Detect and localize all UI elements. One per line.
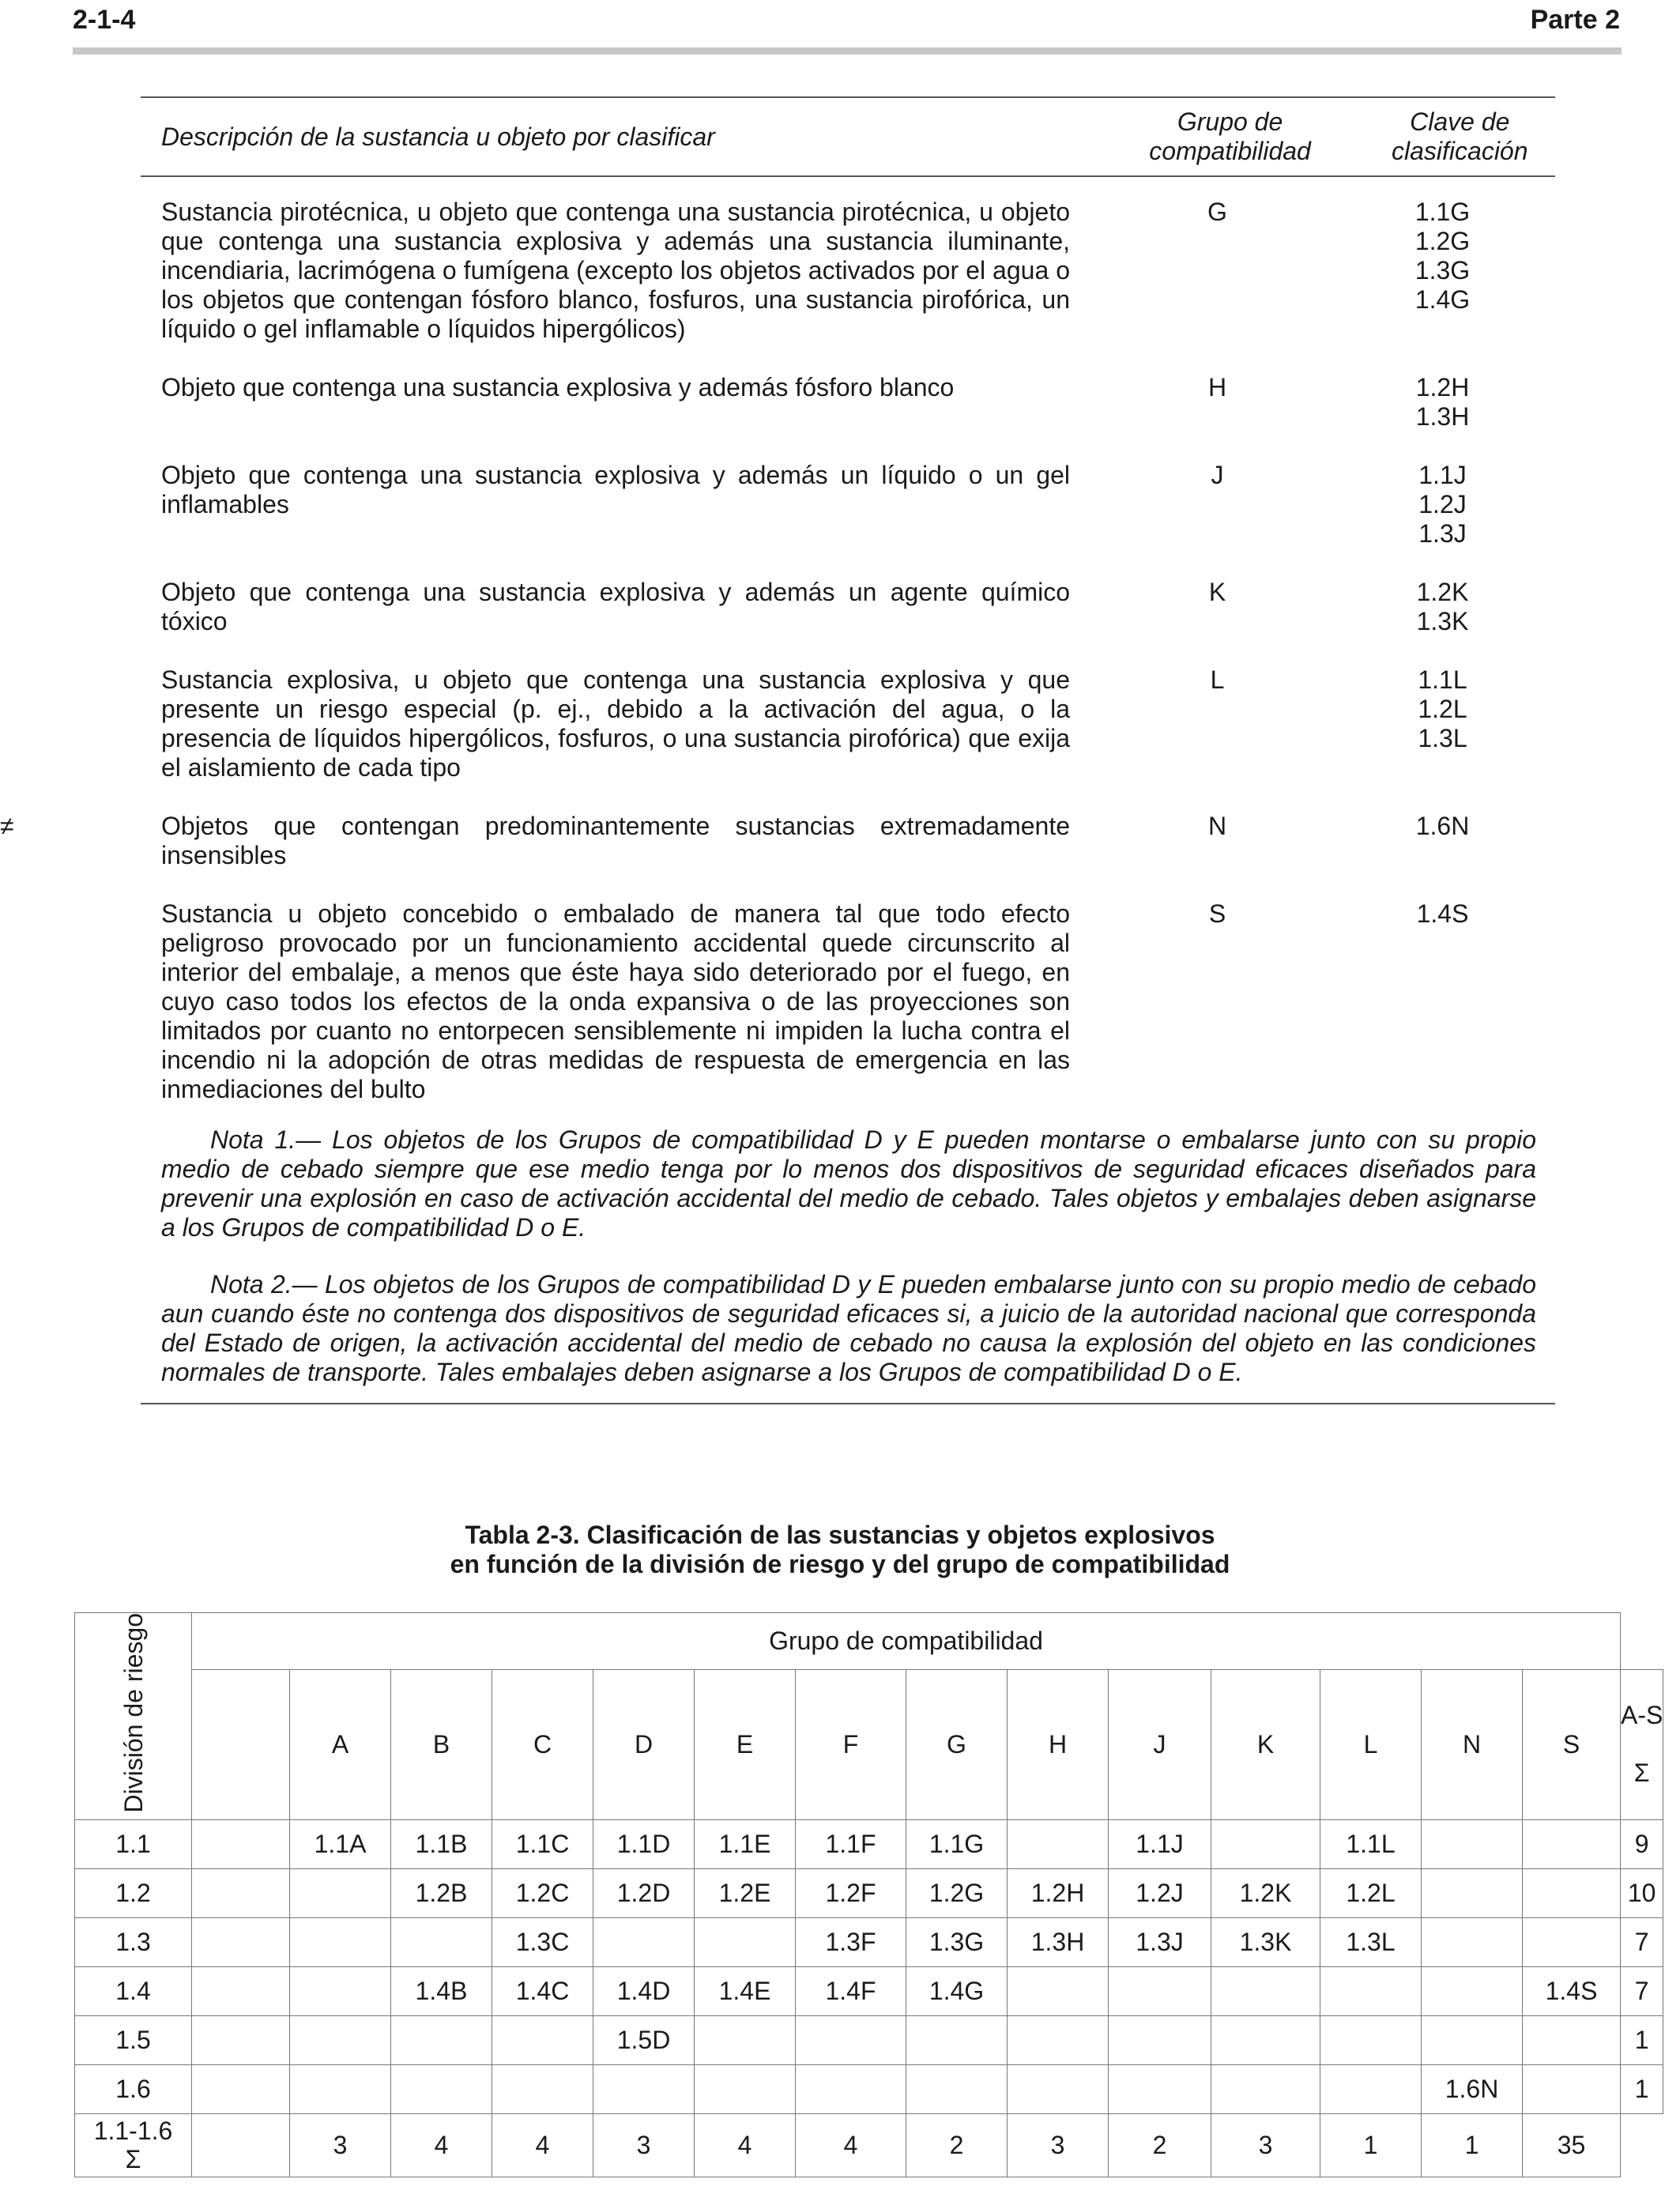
header-rule — [73, 47, 1622, 55]
matrix-cell: 1.4S — [1523, 1966, 1621, 2015]
column-total: 3 — [593, 2113, 695, 2177]
column-header-c: C — [492, 1670, 593, 1819]
row-total: 9 — [1621, 1819, 1663, 1868]
part-label: Parte 2 — [1530, 5, 1620, 35]
matrix-cell: 1.1F — [796, 1819, 906, 1868]
matrix-cell: 1.4C — [492, 1966, 593, 2015]
matrix-cell — [1422, 2015, 1523, 2064]
matrix-cell: 1.1A — [290, 1819, 391, 1868]
matrix-cell — [192, 2064, 290, 2113]
group-header: Grupo de compatibilidad — [192, 1613, 1621, 1670]
division-cell: 1.4 — [75, 1966, 192, 2015]
matrix-row — [75, 1819, 1663, 1868]
matrix-cell: 1.4G — [906, 1966, 1008, 2015]
row-codes: 1.1J 1.2J 1.3J — [1418, 461, 1467, 548]
matrix-cell — [192, 2113, 290, 2177]
matrix-cell — [290, 1917, 391, 1966]
column-total: 4 — [391, 2113, 492, 2177]
column-total: 3 — [290, 2113, 391, 2177]
matrix-cell — [906, 2064, 1008, 2113]
blank-header-cell — [192, 1670, 290, 1819]
page-number: 2-1-4 — [73, 5, 136, 35]
matrix-row — [75, 1966, 1663, 2015]
column-header-h: H — [1008, 1670, 1109, 1819]
matrix-cell: 1.3J — [1109, 1917, 1211, 1966]
matrix-cell — [1523, 1868, 1621, 1917]
matrix-cell — [391, 1917, 492, 1966]
matrix-cell: 1.1L — [1320, 1819, 1422, 1868]
matrix-cell: 1.1D — [593, 1819, 695, 1868]
matrix-cell — [1211, 2015, 1320, 2064]
matrix-cell — [492, 2064, 593, 2113]
matrix-cell: 1.5D — [593, 2015, 695, 2064]
group-header: Grupo de compatibilidad — [1149, 107, 1311, 165]
matrix-cell — [1320, 1966, 1422, 2015]
grand-total: 35 — [1523, 2113, 1621, 2177]
row-codes: 1.6N — [1415, 812, 1470, 840]
row-description: ≠ Objetos que contengan predominantemente sustancias extremadamente insensibles — [0, 812, 1070, 869]
matrix-row — [75, 2064, 1663, 2113]
column-header-e: E — [695, 1670, 796, 1819]
table-row — [141, 373, 1555, 432]
matrix-row — [75, 2015, 1663, 2064]
table-title: Tabla 2-3. Clasificación de las sustancias y objetos explosivos en función de la división de riesgo y del grupo de compatibilidad — [450, 1521, 1230, 1578]
matrix-cell — [391, 2015, 492, 2064]
matrix-cell — [1008, 2064, 1109, 2113]
matrix-cell: 1.1J — [1109, 1819, 1211, 1868]
matrix-cell: 1.1C — [492, 1819, 593, 1868]
matrix-cell: 1.2B — [391, 1868, 492, 1917]
matrix-cell — [1008, 1819, 1109, 1868]
matrix-cell: 1.2E — [695, 1868, 796, 1917]
row-total: 1 — [1621, 2015, 1663, 2064]
row-group: S — [1208, 899, 1226, 928]
matrix-cell — [1422, 1819, 1523, 1868]
column-total: 4 — [492, 2113, 593, 2177]
matrix-cell — [796, 2015, 906, 2064]
column-header-s: S — [1523, 1670, 1621, 1819]
row-group: G — [1207, 198, 1227, 226]
matrix-cell: 1.2L — [1320, 1868, 1422, 1917]
amendment-mark: ≠ — [0, 812, 14, 840]
matrix-cell: 1.2G — [906, 1868, 1008, 1917]
matrix-cell: 1.2C — [492, 1868, 593, 1917]
column-header-l: L — [1320, 1670, 1422, 1819]
description-header: Descripción de la sustancia u objeto por clasificar — [161, 122, 715, 151]
matrix-cell — [1211, 2064, 1320, 2113]
matrix-cell — [1523, 1819, 1621, 1868]
table-row — [141, 461, 1555, 548]
row-description: Sustancia explosiva, u objeto que contenga una sustancia explosiva y que presente un riesgo especial (p. ej., debido a la activación del agua, o la presencia de líquidos hipergólicos, fosfuros, o una sustancia pirofórica) que exija el aislamiento de cada tipo — [161, 665, 1070, 782]
matrix-cell — [695, 2015, 796, 2064]
matrix-cell: 1.3K — [1211, 1917, 1320, 1966]
column-total: 1 — [1320, 2113, 1422, 2177]
compatibility-group-table — [0, 96, 1555, 1404]
matrix-cell: 1.3L — [1320, 1917, 1422, 1966]
column-total: 4 — [695, 2113, 796, 2177]
column-header-n: N — [1422, 1670, 1523, 1819]
row-description: Objeto que contenga una sustancia explosiva y además fósforo blanco — [161, 373, 955, 401]
matrix-cell: 1.3F — [796, 1917, 906, 1966]
row-total: 1 — [1621, 2064, 1663, 2113]
column-total: 1 — [1422, 2113, 1523, 2177]
matrix-cell: 1.3G — [906, 1917, 1008, 1966]
matrix-cell — [1008, 2015, 1109, 2064]
column-total: 2 — [1109, 2113, 1211, 2177]
matrix-cell: 1.1B — [391, 1819, 492, 1868]
matrix-cell: 1.1G — [906, 1819, 1008, 1868]
table-row — [141, 578, 1555, 636]
row-group: K — [1208, 578, 1226, 606]
row-description: Objeto que contenga una sustancia explosiva y además un líquido o un gel inflamables — [161, 461, 1070, 518]
division-cell: 1.3 — [75, 1917, 192, 1966]
matrix-cell — [492, 2015, 593, 2064]
row-group: L — [1210, 665, 1225, 694]
matrix-cell: 1.4F — [796, 1966, 906, 2015]
matrix-cell — [1211, 1966, 1320, 2015]
matrix-cell: 1.6N — [1422, 2064, 1523, 2113]
matrix-cell — [192, 1868, 290, 1917]
matrix-cell — [1109, 1966, 1211, 2015]
matrix-cell: 1.2K — [1211, 1868, 1320, 1917]
matrix-cell — [192, 1966, 290, 2015]
column-header-a: A — [290, 1670, 391, 1819]
matrix-cell — [1320, 2015, 1422, 2064]
column-total: 3 — [1211, 2113, 1320, 2177]
matrix-cell: 1.2F — [796, 1868, 906, 1917]
matrix-cell: 1.2J — [1109, 1868, 1211, 1917]
table-row — [141, 899, 1555, 1104]
row-total: 7 — [1621, 1917, 1663, 1966]
matrix-cell — [391, 2064, 492, 2113]
matrix-cell — [695, 1917, 796, 1966]
matrix-cell — [192, 1917, 290, 1966]
row-group: J — [1211, 461, 1224, 489]
matrix-cell: 1.4B — [391, 1966, 492, 2015]
column-header-g: G — [906, 1670, 1008, 1819]
note-2: Nota 2.— Los objetos de los Grupos de compatibilidad D y E pueden embalarse junto con su propio medio de cebado aun cuando éste no contenga dos dispositivos de seguridad eficaces si, a juicio de la autoridad nacional que corresponda del Estado de origen, la activación accidental del medio de cebado no causa la explosión del objeto en las condiciones normales de transporte. Tales embalajes deben asignarse a los Grupos de compatibilidad D o E. — [161, 1270, 1536, 1386]
division-cell: 1.1 — [75, 1819, 192, 1868]
row-codes: 1.4S — [1416, 899, 1469, 928]
matrix-cell — [1422, 1966, 1523, 2015]
matrix-cell — [290, 1868, 391, 1917]
matrix-cell — [1523, 2064, 1621, 2113]
column-header-d: D — [593, 1670, 695, 1819]
matrix-cell — [593, 1917, 695, 1966]
notes — [141, 1125, 1555, 1387]
matrix-cell — [695, 2064, 796, 2113]
column-header-f: F — [796, 1670, 906, 1819]
matrix-row — [75, 1917, 1663, 1966]
row-description: Objeto que contenga una sustancia explosiva y además un agente químico tóxico — [161, 578, 1070, 635]
division-cell: 1.6 — [75, 2064, 192, 2113]
row-total: 7 — [1621, 1966, 1663, 2015]
matrix-cell — [1109, 2015, 1211, 2064]
note-1: Nota 1.— Los objetos de los Grupos de compatibilidad D y E pueden montarse o embalarse junto con su propio medio de cebado siempre que ese medio tenga por lo menos dos dispositivos de seguridad eficaces diseñados para prevenir una explosión en caso de activación accidental del medio de cebado. Tales objetos y embalajes deben asignarse a los Grupos de compatibilidad D o E. — [161, 1125, 1536, 1242]
matrix-cell — [1008, 1966, 1109, 2015]
matrix-cell — [1523, 1917, 1621, 1966]
totals-row — [75, 2113, 1663, 2177]
row-group: H — [1207, 373, 1227, 401]
classification-matrix — [74, 1612, 1663, 2177]
table-row — [141, 665, 1555, 782]
total-column-header: A-S Σ — [1621, 1670, 1663, 1819]
matrix-cell: 1.4D — [593, 1966, 695, 2015]
division-cell: 1.5 — [75, 2015, 192, 2064]
matrix-cell — [1211, 1819, 1320, 1868]
matrix-cell — [1109, 2064, 1211, 2113]
division-header: División de riesgo — [75, 1613, 192, 1820]
matrix-cell: 1.3C — [492, 1917, 593, 1966]
matrix-cell: 1.2D — [593, 1868, 695, 1917]
matrix-cell: 1.2H — [1008, 1868, 1109, 1917]
row-description: Sustancia u objeto concebido o embalado de manera tal que todo efecto peligroso provocado por un funcionamiento accidental quede circunscrito al interior del embalaje, a menos que éste haya sido deteriorado por el fuego, en cuyo caso todos los efectos de la onda expansiva o de las proyecciones son limitados por cuanto no entorpecen sensiblemente ni impiden la lucha contra el incendio ni la adopción de otras medidas de respuesta de emergencia en las inmediaciones del bulto — [161, 899, 1070, 1103]
table-row — [141, 198, 1555, 344]
table-header — [141, 98, 1555, 177]
matrix-cell: 1.3H — [1008, 1917, 1109, 1966]
row-codes: 1.1G 1.2G 1.3G 1.4G — [1414, 198, 1471, 314]
matrix-cell — [290, 1966, 391, 2015]
row-group: N — [1207, 812, 1227, 840]
matrix-cell: 1.4E — [695, 1966, 796, 2015]
column-total: 4 — [796, 2113, 906, 2177]
matrix-cell: 1.1E — [695, 1819, 796, 1868]
matrix-cell — [796, 2064, 906, 2113]
matrix-cell — [192, 2015, 290, 2064]
row-codes: 1.2K 1.3K — [1416, 578, 1469, 635]
division-cell: 1.2 — [75, 1868, 192, 1917]
column-header-b: B — [391, 1670, 492, 1819]
matrix-row — [75, 1868, 1663, 1917]
matrix-cell — [593, 2064, 695, 2113]
totals-label: 1.1-1.6 Σ — [75, 2113, 192, 2177]
matrix-cell — [290, 2015, 391, 2064]
code-header: Clave de clasificación — [1392, 107, 1528, 165]
column-total: 3 — [1008, 2113, 1109, 2177]
matrix-cell — [1320, 2064, 1422, 2113]
matrix-cell — [290, 2064, 391, 2113]
column-total: 2 — [906, 2113, 1008, 2177]
column-header-k: K — [1211, 1670, 1320, 1819]
table-row — [0, 812, 1555, 870]
row-codes: 1.2H 1.3H — [1415, 373, 1470, 431]
column-header-j: J — [1109, 1670, 1211, 1819]
matrix-cell — [1523, 2015, 1621, 2064]
matrix-cell — [1422, 1917, 1523, 1966]
row-codes: 1.1L 1.2L 1.3L — [1418, 665, 1467, 752]
matrix-cell — [906, 2015, 1008, 2064]
matrix-cell — [1422, 1868, 1523, 1917]
row-total: 10 — [1621, 1868, 1663, 1917]
row-description: Sustancia pirotécnica, u objeto que contenga una sustancia pirotécnica, u objeto que contenga una sustancia explosiva y además una sustancia iluminante, incendiaria, lacrimógena o fumígena (excepto los objetos activados por el agua o los objetos que contengan fósforo blanco, fosfuros, una sustancia pirofórica, un líquido o gel inflamable o líquidos hipergólicos) — [161, 198, 1070, 343]
matrix-cell — [192, 1819, 290, 1868]
